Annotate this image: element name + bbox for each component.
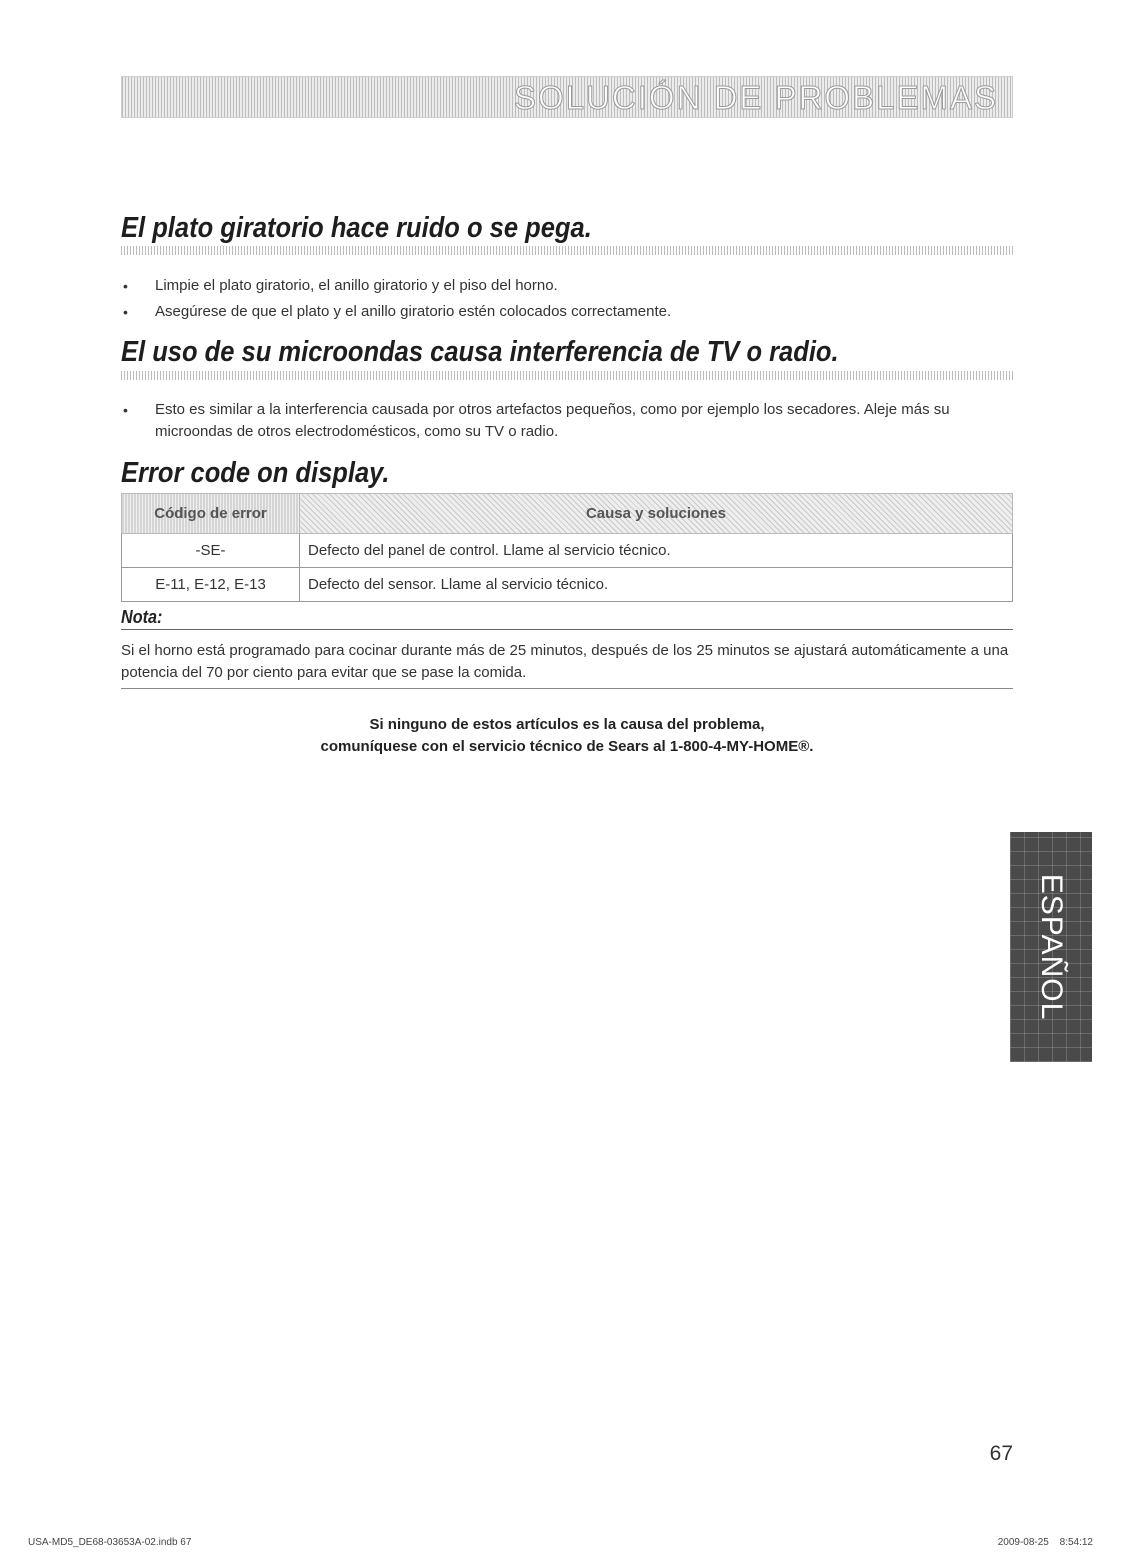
interference-bullet-list [121,399,1013,447]
column-header-cause: Causa y soluciones [300,494,1013,534]
page-title: SOLUCIÓN DE PROBLEMAS [514,79,998,116]
error-code-table [121,493,1013,602]
page-banner [121,76,1013,118]
error-code-cell: E-11, E-12, E-13 [122,568,300,602]
section-title-error-code: Error code on display. [121,457,390,489]
contact-info [121,714,1013,758]
table-header-row [122,494,1013,534]
note-title: Nota: [121,607,163,627]
side-tab-label: ESPAÑOL [1035,873,1068,1021]
note-body: Si el horno está programado para cocinar durante más de 25 minutos, después de los 25 minutos se ajustará automáticamente a una potencia del 70 por ciento para evitar que se pase la comida. [121,640,1013,689]
column-header-error-code: Código de error [122,494,300,534]
table-row [122,534,1013,568]
page-number: 67 [989,1442,1013,1465]
cause-cell: Defecto del panel de control. Llame al servicio técnico. [300,534,1013,568]
list-item: • Limpie el plato giratorio, el anillo giratorio y el piso del horno. [121,275,1013,297]
contact-line: comuníquese con el servicio técnico de Sears al 1-800-4-MY-HOME®. [320,738,814,755]
contact-line: Si ninguno de estos artículos es la causa del problema, [369,716,765,733]
section-divider [121,246,1013,255]
table-row [122,568,1013,602]
list-item: • Esto es similar a la interferencia causada por otros artefactos pequeños, como por ejemplo los secadores. Aleje más su microondas de otros electrodomésticos, como su TV o radio. [121,399,1013,443]
turntable-bullet-list [121,275,1013,327]
error-code-cell: -SE- [122,534,300,568]
section-title-interference: El uso de su microondas causa interferencia de TV o radio. [121,336,839,368]
section-divider [121,371,1013,380]
footer-timestamp: 2009-08-25 8:54:12 [997,1537,1093,1548]
list-item: • Asegúrese de que el plato y el anillo giratorio estén colocados correctamente. [121,301,1013,323]
footer-file-info: USA-MD5_DE68-03653A-02.indb 67 [28,1537,192,1548]
note-heading [121,606,1013,630]
cause-cell: Defecto del sensor. Llame al servicio técnico. [300,568,1013,602]
language-side-tab [1010,832,1092,1062]
section-title-turntable: El plato giratorio hace ruido o se pega. [121,212,592,244]
